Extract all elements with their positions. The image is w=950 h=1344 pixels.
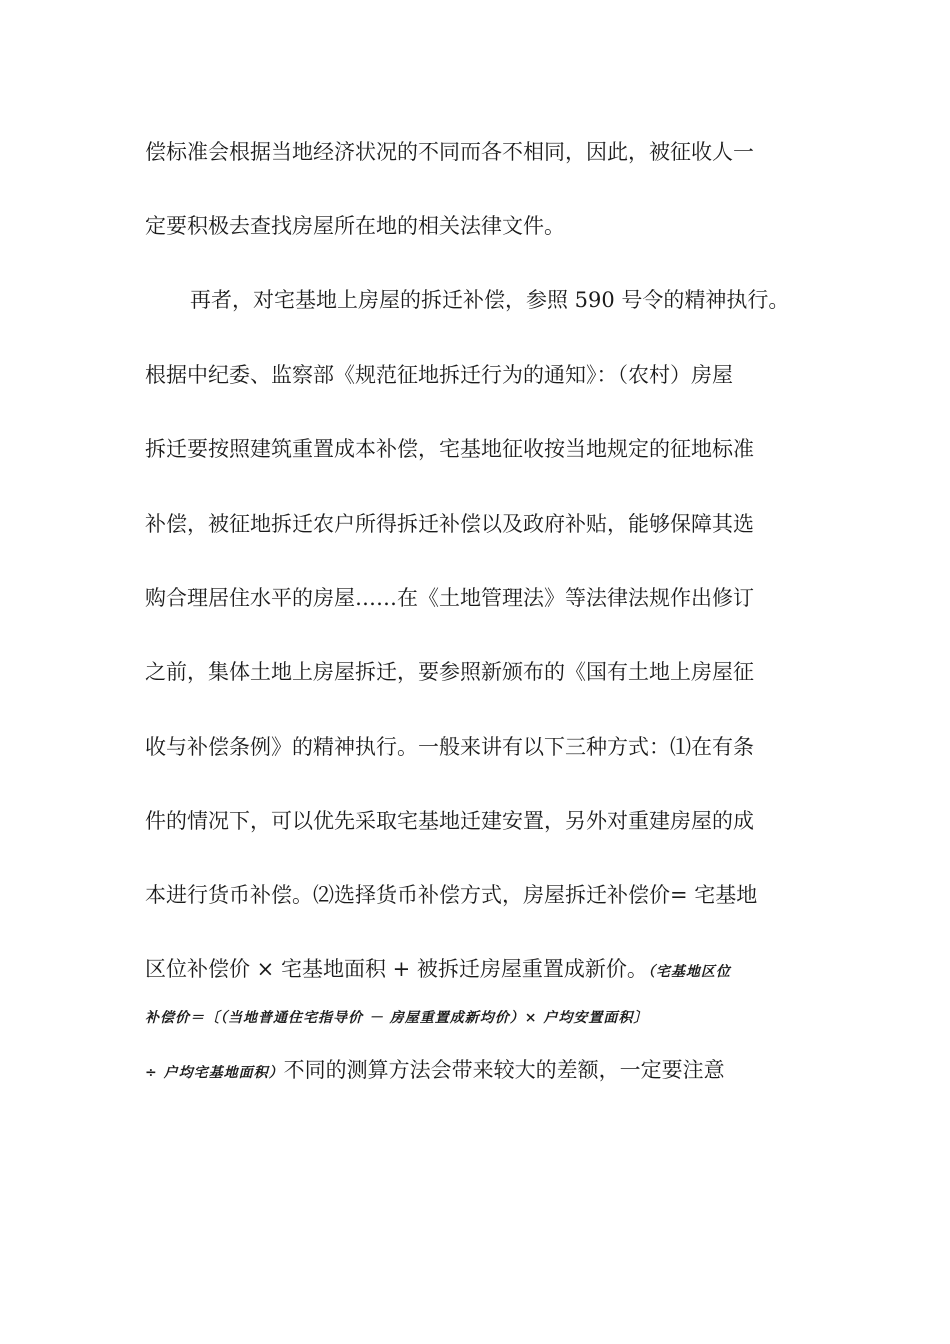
body-text-line-8: 之前，集体土地上房屋拆迁，要参照新颁布的《国有土地上房屋征 xyxy=(145,660,754,684)
body-text-line-14 xyxy=(145,1055,725,1088)
formula-note-end: ÷ 户均宅基地面积） xyxy=(145,1065,284,1081)
formula-note-line: 补偿价＝〔（当地普通住宅指导价 － 房屋重置成新均价）× 户均安置面积〕 xyxy=(145,1010,649,1026)
body-text-line-3: 再者，对宅基地上房屋的拆迁补偿，参照 590 号令的精神执行。 xyxy=(190,288,790,312)
body-text-line-10: 件的情况下，可以优先采取宅基地迁建安置，另外对重建房屋的成 xyxy=(145,809,754,833)
body-text-line-1: 偿标准会根据当地经济状况的不同而各不相同，因此，被征收人一 xyxy=(145,140,754,164)
formula-text: 区位补偿价 × 宅基地面积 + 被拆迁房屋重置成新价。 xyxy=(145,957,648,981)
body-text-line-2: 定要积极去查找房屋所在地的相关法律文件。 xyxy=(145,214,565,238)
body-text-line-4: 根据中纪委、监察部《规范征地拆迁行为的通知》：（农村）房屋 xyxy=(145,363,733,387)
body-text-tail: 不同的测算方法会带来较大的差额，一定要注意 xyxy=(283,1058,725,1082)
formula-note-start: （宅基地区位 xyxy=(647,964,731,980)
body-text-line-9: 收与补偿条例》的精神执行。一般来讲有以下三种方式：⑴在有条 xyxy=(145,735,754,759)
body-text-line-11: 本进行货币补偿。⑵选择货币补偿方式，房屋拆迁补偿价= 宅基地 xyxy=(145,883,758,907)
body-text-line-6: 补偿，被征地拆迁农户所得拆迁补偿以及政府补贴，能够保障其选 xyxy=(145,512,754,536)
body-text-line-5: 拆迁要按照建筑重置成本补偿，宅基地征收按当地规定的征地标准 xyxy=(145,437,754,461)
body-text-line-12 xyxy=(145,954,731,987)
body-text-line-7: 购合理居住水平的房屋……在《土地管理法》等法律法规作出修订 xyxy=(145,586,754,610)
